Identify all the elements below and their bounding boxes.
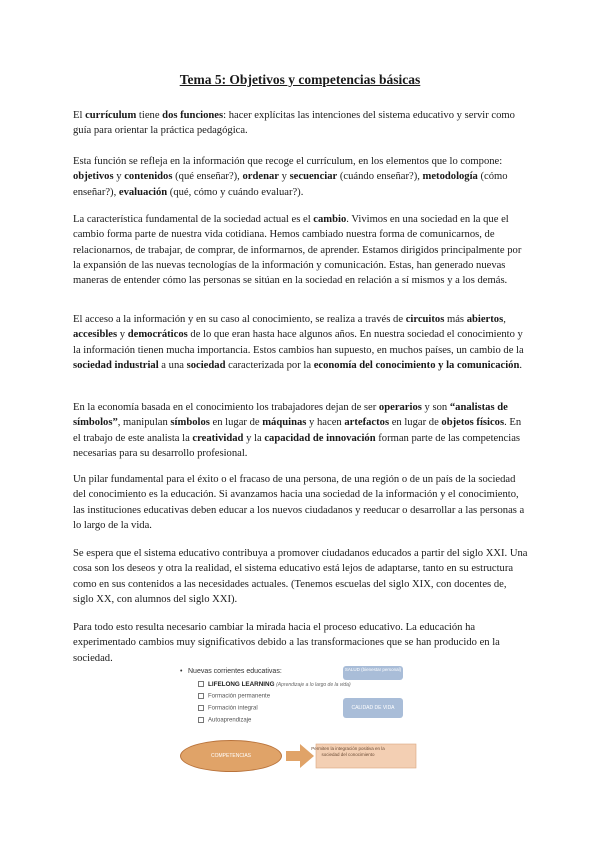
calidad-de-vida-box: CALIDAD DE VIDA	[343, 698, 403, 718]
paragraph-economia: En la economía basada en el conocimiento los trabajadores dejan de ser operarios y son “analistas de símbolos”, manipulan símbolos en lugar de máquinas y hacen artefactos en lugar de objetos físicos. En el trabajo de este analista la creatividad y la capacidad de innovación forman parte de las competencias necesarias para su desarrollo profesional.	[73, 402, 522, 459]
paragraph-mirada: Para todo esto resulta necesario cambiar la mirada hacia el proceso educativo. La educación ha experimentado cambios muy significativos debido a las transformaciones que se han producido en la sociedad.	[73, 622, 500, 664]
checkbox-icon	[198, 681, 204, 687]
list-item: Formación integral	[198, 705, 258, 712]
list-heading: • Nuevas corrientes educativas:	[180, 668, 282, 675]
paragraph-acceso: El acceso a la información y en su caso al conocimiento, se realiza a través de circuitos más abiertos, accesibles y democráticos de lo que eran hasta hace algunos años. En nuestra sociedad el conocimiento y la información tienen mucha importancia. Estos cambios han supuesto, en muchos países, un cambio de la sociedad industrial a una sociedad caracterizada por la economía del conocimiento y la comunicación.	[73, 314, 524, 371]
paragraph-elements: Esta función se refleja en la información que recoge el currículum, en los elementos que lo compone: objetivos y contenidos (qué enseñar?), ordenar y secuenciar (cuándo enseñar?), metodología (cómo enseñar?), evaluación (qué, cómo y cuándo evaluar?).	[73, 156, 508, 198]
concept-diagram	[180, 664, 420, 782]
paragraph-cambio: La característica fundamental de la sociedad actual es el cambio. Vivimos en una sociedad en la que el cambio forma parte de nuestra vida cotidiana. Hemos cambiado nuestra forma de comunicarnos, de relacionarnos, de trabajar, de comprar, de informarnos, de aprender. Estamos dirigidos principalmente por la expansión de las nuevas tecnologías de la información y comunicación. Estas, han generado nuevas maneras de entender cómo las personas se sitúan en la sociedad en relación a sí mismos y a los demás.	[73, 214, 522, 287]
checkbox-icon	[198, 705, 204, 711]
salud-box: SALUD (bienestar personal)	[343, 666, 403, 680]
checkbox-icon	[198, 717, 204, 723]
page-title: Tema 5: Objetivos y competencias básicas	[179, 72, 421, 87]
list-item: Formación permanente	[198, 693, 270, 700]
list-item: Autoaprendizaje	[198, 717, 251, 724]
list-item: LIFELONG LEARNING (Aprendizaje a lo largo de la vida)	[198, 681, 351, 688]
paragraph-sistema-educativo: Se espera que el sistema educativo contribuya a promover ciudadanos educados a partir del siglo XXI. Una cosa son los deseos y otra la realidad, el sistema educativo está lejos de adaptarse, tanto en su estructura como en sus contenidos a las necesidades actuales. (Tenemos escuelas del siglo XIX, con docentes de, siglo XX, con alumnos del siglo XXI).	[73, 548, 528, 605]
paragraph-pilar: Un pilar fundamental para el éxito o el fracaso de una persona, de una región o de un país de la sociedad del conocimiento es la educación. Si avanzamos hacia una sociedad de la información y el conocimiento, las instituciones educativas deben educar a los nuevos ciudadanos y reeducar o desarrollar a las personas a lo largo de la vida.	[73, 474, 525, 531]
bullet-icon: •	[180, 668, 183, 675]
competencias-oval: COMPETENCIAS	[180, 740, 282, 772]
paragraph-curriculum: El currículum tiene dos funciones: hacer explícitas las intenciones del sistema educativo y servir como guía para orientar la práctica pedagógica.	[73, 110, 515, 137]
checkbox-icon	[198, 693, 204, 699]
competencias-description: Permiten la integración positiva en la sociedad del conocimiento	[311, 746, 385, 757]
